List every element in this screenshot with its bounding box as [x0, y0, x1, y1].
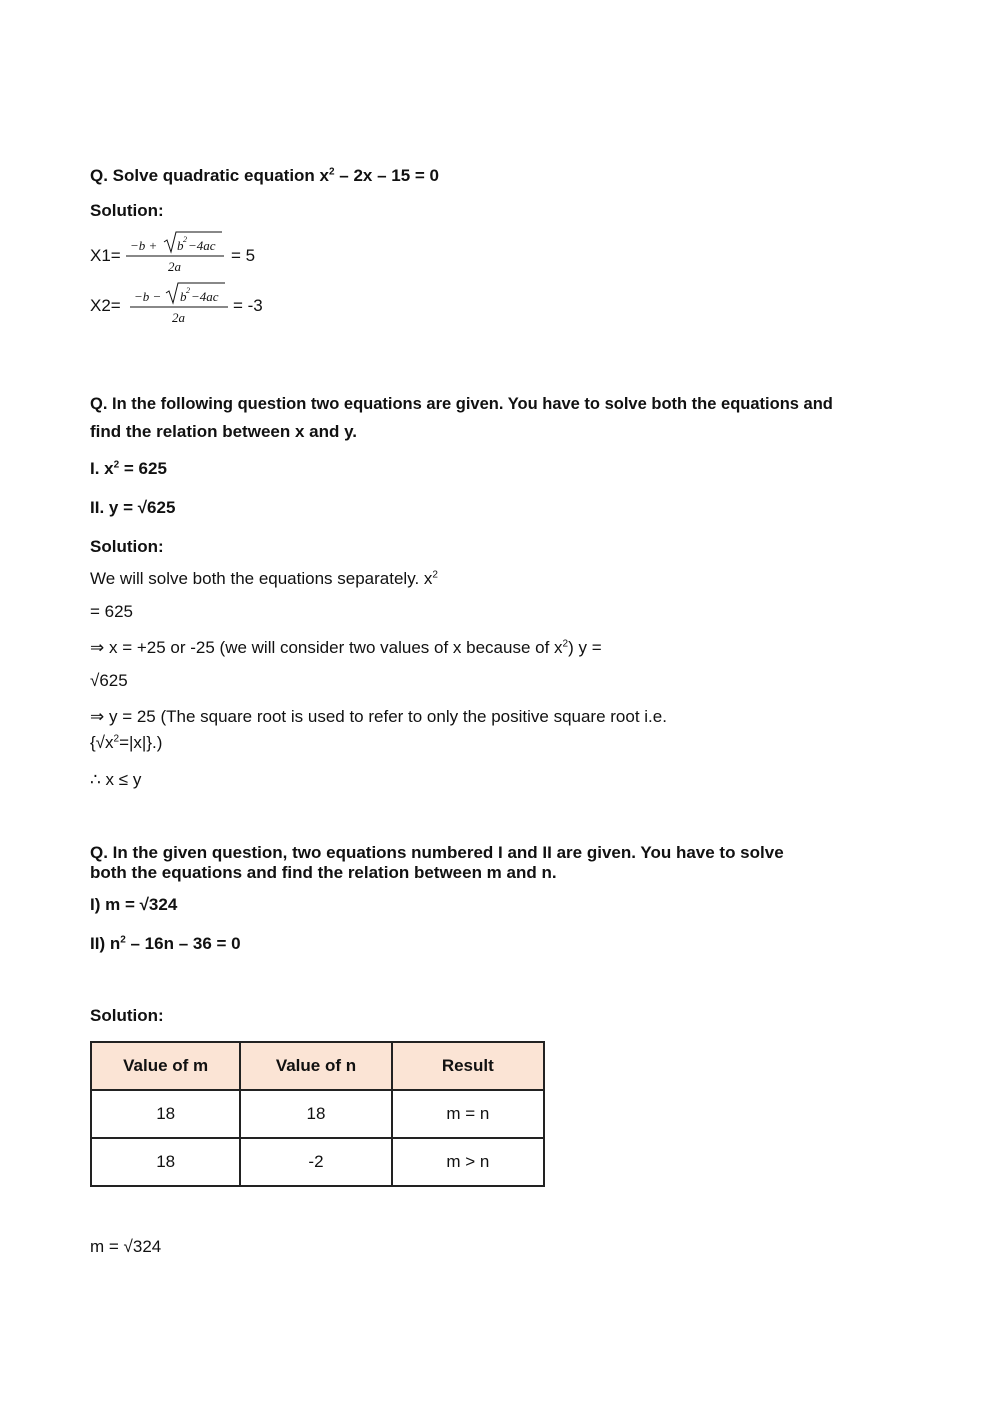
x2-fraction [128, 279, 232, 327]
table-cell: 18 [240, 1090, 391, 1138]
x2-result: = -3 [233, 296, 263, 315]
q3-equation-1: I) m = √324 [90, 895, 178, 914]
x2-radical-rest: −4ac [191, 289, 219, 304]
q3-title-line2: both the equations and find the relation between m and n. [90, 863, 557, 882]
q3-equation-2: II) $n^2 - 16n - 36 = 0$ [90, 934, 241, 953]
x2-radical-b-sup: 2 [186, 286, 190, 295]
header-result: Result [392, 1042, 544, 1090]
q3-title-line1: Q. In the given question, two equations numbered I and II are given. You have to solve [90, 843, 784, 862]
x1-radical-rest: −4ac [188, 238, 216, 253]
q2-equation-1: I. $x^2 = 625$ [90, 459, 167, 478]
table-cell: m > n [392, 1138, 544, 1186]
q2-title-line2: find the relation between x and y. [90, 422, 358, 441]
table-cell: 18 [91, 1138, 240, 1186]
table-header-row [91, 1042, 544, 1090]
x2-numerator-prefix: −b − [134, 289, 162, 304]
table-cell: m = n [392, 1090, 544, 1138]
x1-numerator-prefix: −b + [130, 238, 158, 253]
x1-result: = 5 [231, 246, 256, 265]
q2-solution-line4: √625 [90, 671, 128, 690]
x1-fraction [124, 228, 228, 276]
q2-solution-line1: We will solve both the equations separately. $x^2$ [90, 569, 438, 588]
q3-footer-equation: m = √324 [90, 1237, 162, 1256]
q2-solution-line6: $\{√x^2=|x|\}$.) [90, 733, 163, 752]
q2-solution-line3: ⇒ x = +25 or -25 (we will consider two values of x because of $x^2$) y = [90, 638, 602, 657]
q2-solution-line2: = 625 [90, 602, 134, 621]
table-cell: 18 [91, 1090, 240, 1138]
q3-solution-label: Solution: [90, 1006, 164, 1025]
solution-table [90, 1041, 545, 1187]
q2-conclusion: ∴ x ≤ y [90, 770, 142, 789]
q2-equation-2: II. y = √625 [90, 498, 176, 517]
table-row [91, 1138, 544, 1186]
x1-denominator: 2a [168, 259, 181, 274]
q1-solution-label: Solution: [90, 201, 164, 220]
x2-label: X2= [90, 296, 121, 315]
q1-title: Q. Solve quadratic equation $x^2 - 2x - 15 = 0$ [90, 166, 440, 185]
x2-denominator: 2a [172, 310, 185, 325]
q2-solution-label: Solution: [90, 537, 164, 556]
q2-title-line1: Q. In the following question two equations are given. You have to solve both the equations and [90, 395, 833, 413]
x1-label: X1= [90, 246, 121, 265]
table-row [91, 1090, 544, 1138]
header-value-of-m: Value of m [91, 1042, 240, 1090]
x1-radical-b-sup: 2 [183, 235, 187, 244]
q2-solution-line5: ⇒ y = 25 (The square root is used to refer to only the positive square root i.e. [90, 707, 667, 726]
x2-radical-b: b [180, 289, 187, 304]
header-value-of-n: Value of n [240, 1042, 391, 1090]
table-cell: -2 [240, 1138, 391, 1186]
x1-radical-b: b [177, 238, 184, 253]
